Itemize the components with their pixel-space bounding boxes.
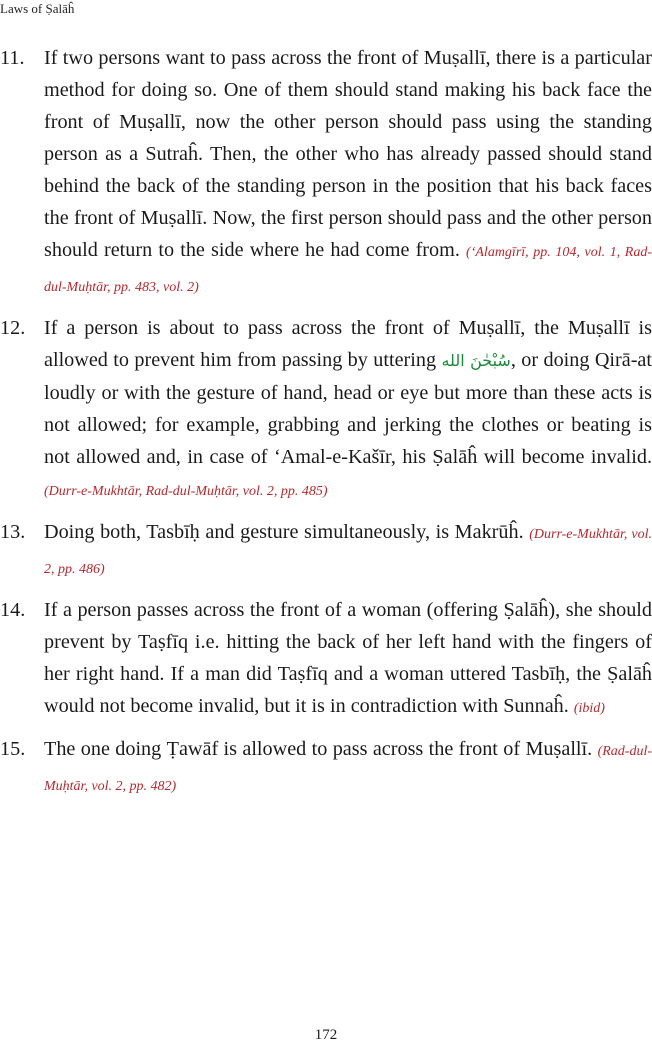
item-text: If a person is about to pass across the front of Muṣallī, the Muṣallī is allowed to prevent him from passing by uttering: [44, 317, 652, 371]
list-item: [0, 312, 652, 508]
item-number: 15.: [0, 738, 26, 760]
item-reference: (ibid): [573, 701, 605, 716]
list-item: [0, 733, 652, 803]
list-item: [0, 594, 652, 725]
item-reference: (‘Alamgīrī, pp. 104, vol. 1, Rad-dul-Muḥtār, pp. 483, vol. 2): [44, 245, 652, 295]
item-reference: (Durr-e-Mukhtār, Rad-dul-Muḥtār, vol. 2, pp. 485): [44, 484, 328, 499]
item-text: Doing both, Tasbīḥ and gesture simultaneously, is Makrūĥ.: [44, 521, 524, 543]
item-text: If a person passes across the front of a woman (offering Ṣalāĥ), she should prevent by Taṣfīq i.e. hitting the back of her left hand with the fingers of her right hand. If a man did Taṣfīq and a woman uttered Tasbīḥ, the Ṣalāĥ would not become invalid, but it is in contradiction with Sunnaĥ.: [44, 599, 652, 717]
item-reference: (Durr-e-Mukhtār, vol. 2, pp. 486): [44, 527, 652, 577]
item-reference: (Rad-dul-Muḥtār, vol. 2, pp. 482): [44, 744, 652, 794]
list-item: [0, 42, 652, 304]
item-number: 11.: [0, 47, 25, 69]
arabic-phrase: سُبْحٰنَ الله: [441, 351, 511, 370]
list-item: [0, 516, 652, 586]
item-number: 13.: [0, 521, 26, 543]
item-text: The one doing Ṭawāf is allowed to pass across the front of Muṣallī.: [44, 738, 593, 760]
item-number: 14.: [0, 599, 26, 621]
item-text-continued: , or doing Qirā-at loudly or with the gesture of hand, head or eye but more than these acts is not allowed; for example, grabbing and jerking the clothes or beating is not allowed and, in case of ‘Amal-e-Kašīr, his Ṣalāĥ will become invalid.: [44, 349, 652, 468]
rules-list: [0, 42, 652, 803]
item-text: If two persons want to pass across the front of Muṣallī, there is a particular method for doing so. One of them should stand making his back face the front of Muṣallī, now the other person should pass using the standing person as a Sutraĥ. Then, the other who has already passed should stand behind the back of the standing person in the position that his back faces the front of Muṣallī. Now, the first person should pass and the other person should return to the side where he had come from.: [44, 47, 652, 261]
running-header: Laws of Ṣalāĥ: [0, 1, 75, 16]
item-number: 12.: [0, 317, 26, 339]
page-number: 172: [314, 1027, 338, 1043]
